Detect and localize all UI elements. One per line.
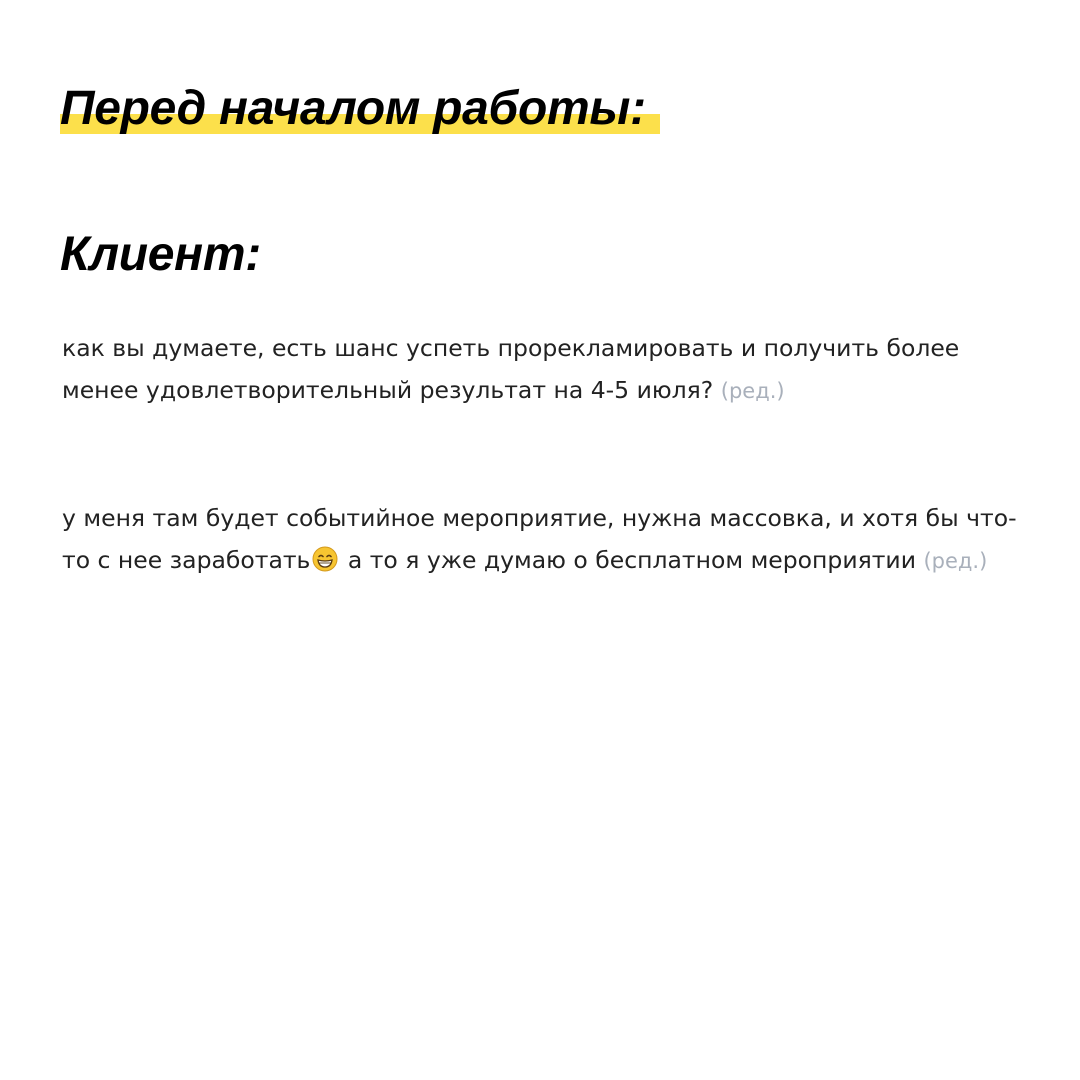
client-message-2 xyxy=(62,497,1022,585)
client-message-1 xyxy=(62,327,1022,412)
client-heading: Клиент: xyxy=(60,228,261,281)
edited-label: (ред.) xyxy=(923,549,988,573)
page-title xyxy=(60,80,660,138)
edited-label: (ред.) xyxy=(720,379,785,403)
page-title-text: Перед началом работы: xyxy=(60,82,646,135)
message-1-text: как вы думаете, есть шанс успеть прорекламировать и получить более менее удовлетворительный результат на 4-5 июля? xyxy=(62,334,960,404)
page-title-block xyxy=(60,80,660,138)
message-2-text-after: а то я уже думаю о бесплатном мероприятии xyxy=(340,546,916,574)
message-2-text-before: у меня там будет событийное мероприятие, нужна массовка, и хотя бы что-то с нее заработать xyxy=(62,504,1017,574)
grinning-face-emoji-icon xyxy=(312,543,338,585)
